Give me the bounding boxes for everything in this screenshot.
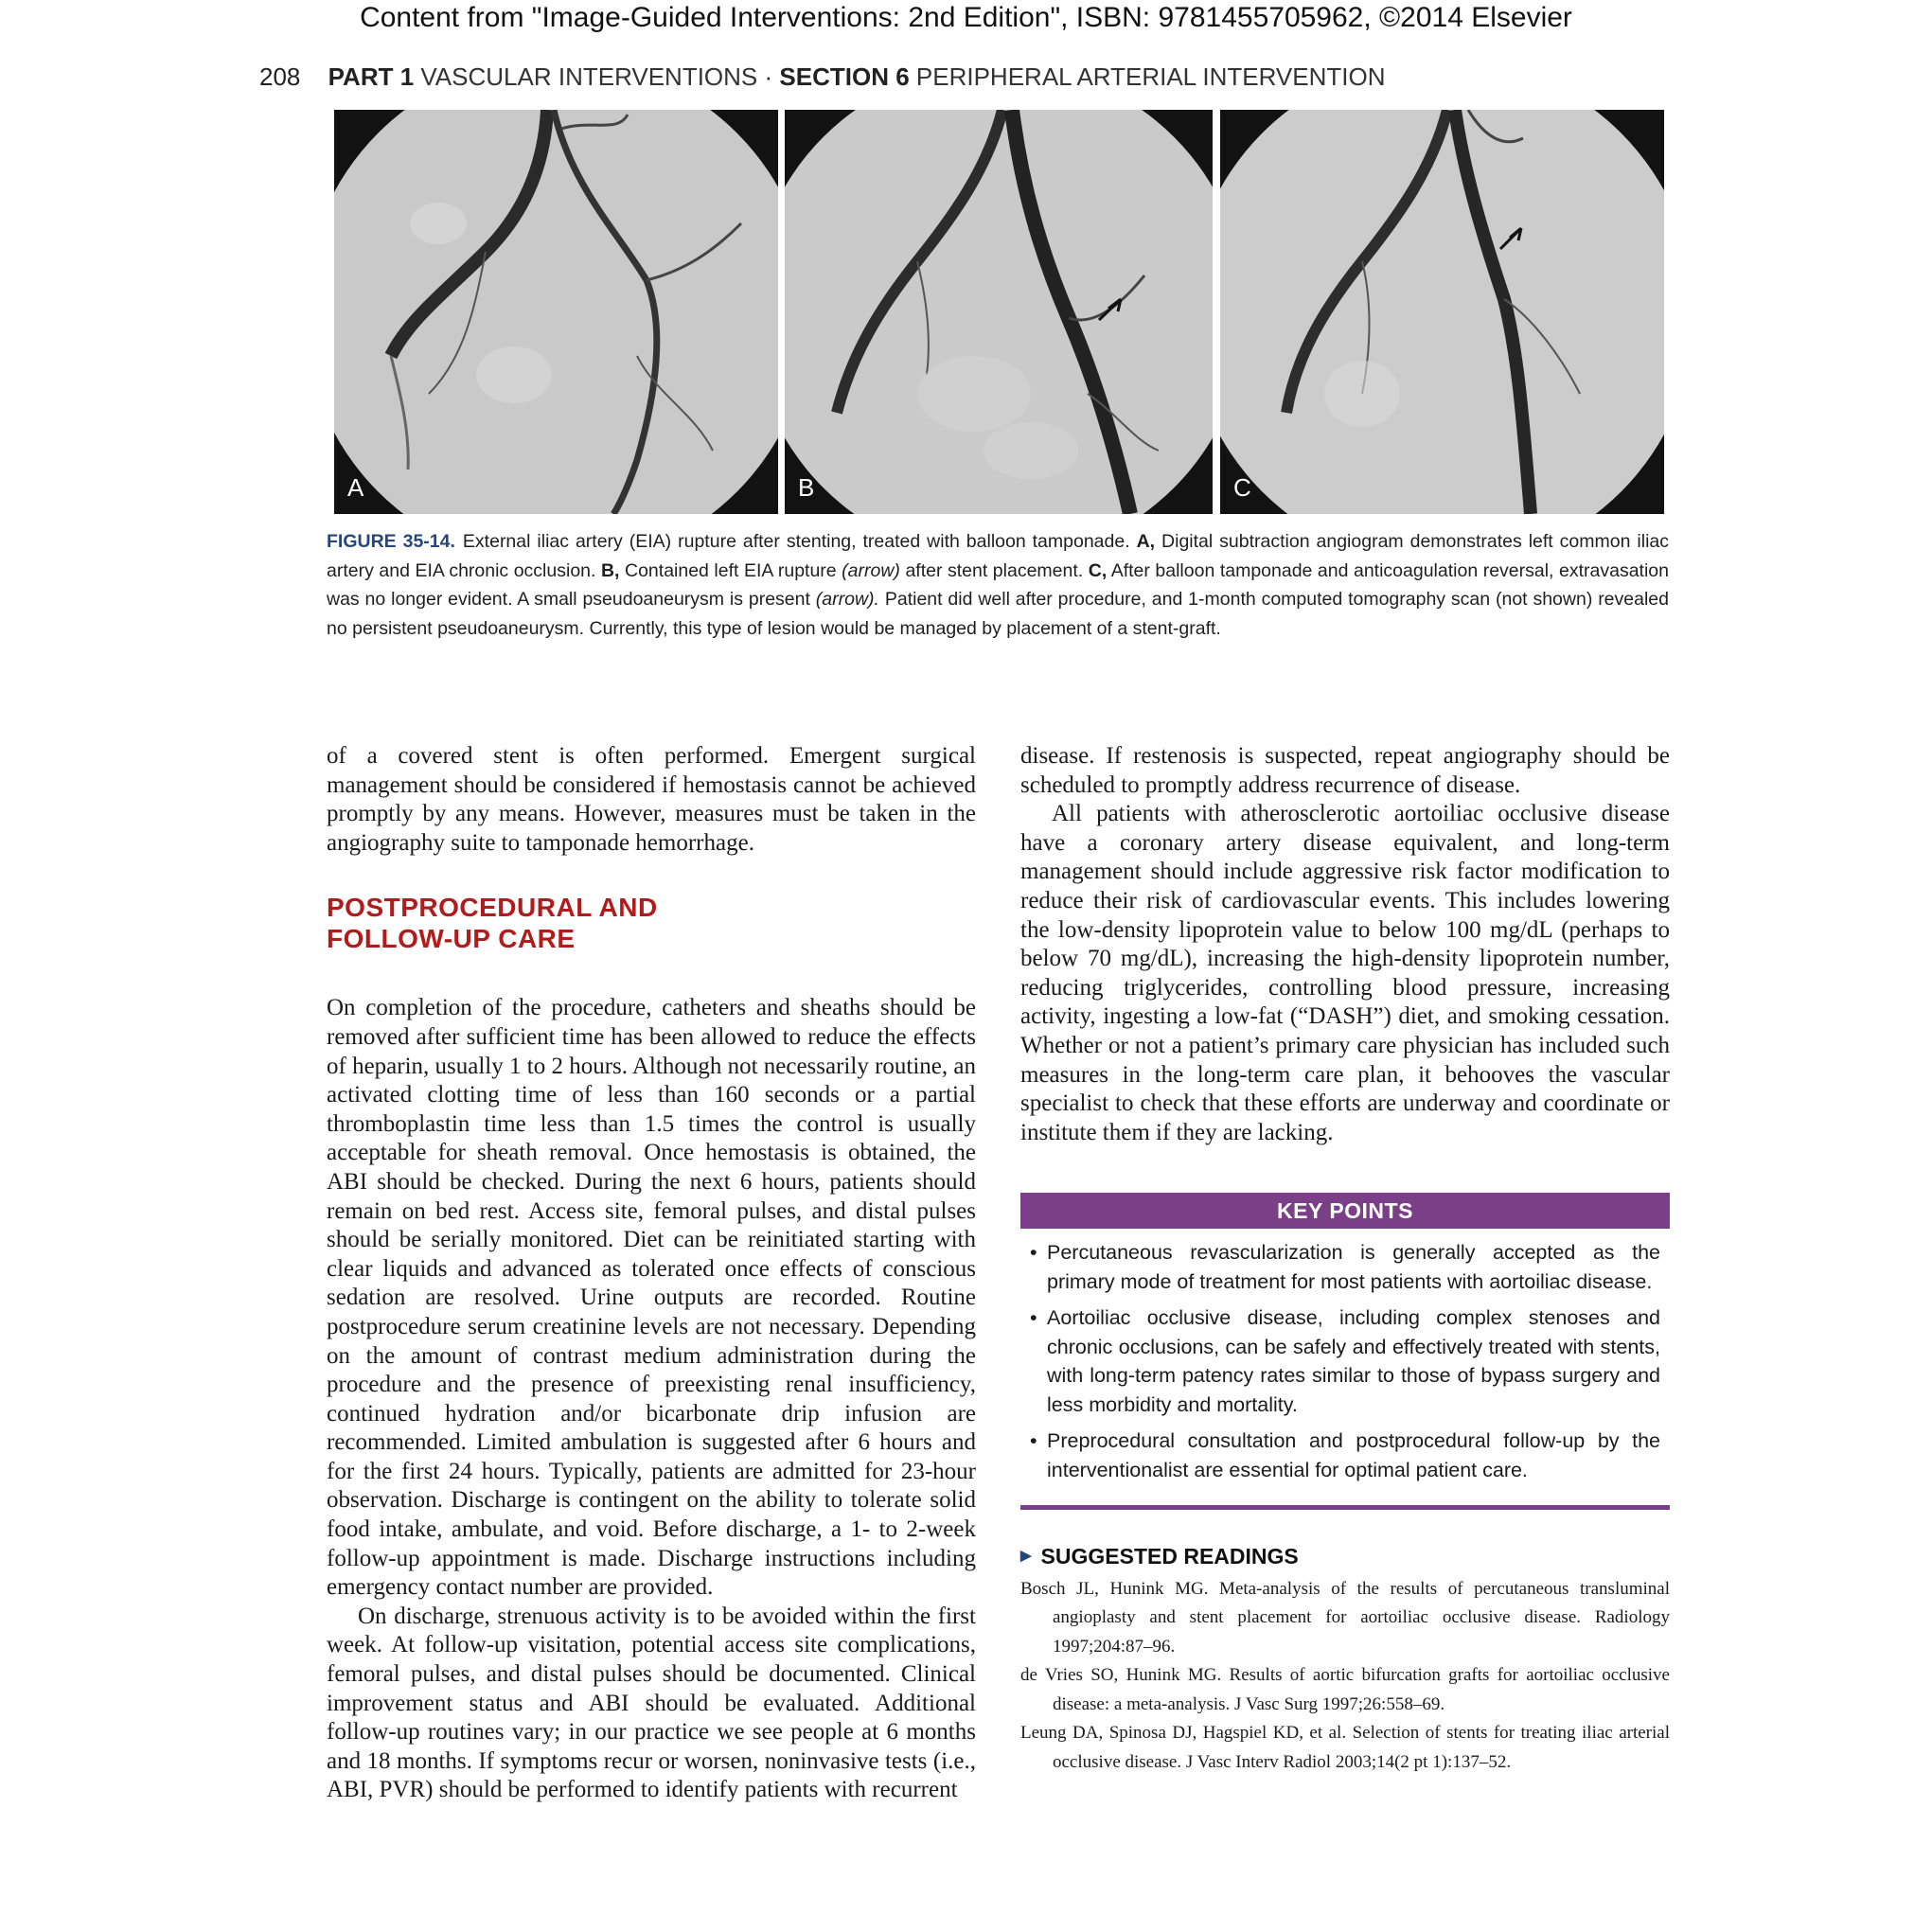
triangle-bullet-icon: ▶ [1020, 1548, 1032, 1565]
key-point-item: • Aortoiliac occlusive disease, including complex stenoses and chronic occlusions, can be safely and effectively treated with stents, with long-term patency rates similar to those of bypass surgery and less morbidity and mortality. [1030, 1303, 1660, 1419]
figure-caption [327, 527, 1669, 643]
right-column [1020, 742, 1670, 1777]
part-title: VASCULAR INTERVENTIONS [420, 62, 758, 91]
angiogram-figure [334, 110, 1664, 514]
running-head [259, 62, 1385, 92]
caption-text: Patient did well after procedure, and 1-month computed tomography scan (not shown) revealed no persistent pseudoaneurysm. Currently, this type of lesion would be managed by placement of a stent-graft. [327, 589, 1669, 639]
key-point-item: • Preprocedural consultation and postprocedural follow-up by the interventionalist are essential for optimal patient care. [1030, 1427, 1660, 1484]
reading-list [1020, 1575, 1670, 1778]
page-number: 208 [259, 62, 301, 91]
paragraph: On discharge, strenuous activity is to be avoided within the first week. At follow-up visitation, potential access site complications, femoral pulses, and distal pulses should be documented. Clinical improvement status and ABI should be evaluated. Additional follow-up routines vary; in our practice we see people at 6 months and 18 months. If symptoms recur or worsen, noninvasive tests (i.e., ABI, PVR) should be performed to identify patients with recurrent [327, 1603, 976, 1803]
section-heading-line: FOLLOW-UP CARE [327, 924, 576, 954]
caption-panel-ref: B, [600, 559, 620, 581]
paragraph: On completion of the procedure, catheters and sheaths should be removed after sufficient time has been allowed to reduce the effects of heparin, usually 1 to 2 hours. Although not necessarily routine, an activated clotting time of less than 160 seconds or a partial thromboplastin time less than 1.5 times the control is usually acceptable for sheath removal. Once hemostasis is obtained, the ABI should be checked. During the next 6 hours, patients should remain on bed rest. Access site, femoral pulses, and distal pulses should be serially monitored. Diet can be reinitiated starting with clear liquids and advanced as tolerated once effects of conscious sedation are resolved. Urine outputs are recorded. Routine postprocedure serum creatinine levels are not necessary. Depending on the amount of contrast medium administration during the procedure and the presence of preexisting renal insufficiency, continued hydration and/or bicarbonate drip infusion are recommended. Limited ambulation is suggested after 6 hours and for the first 24 hours. Typically, patients are admitted for 23-hour observation. Discharge is contingent on the ability to tolerate solid food intake, ambulate, and void. Before discharge, a 1- to 2-week follow-up appointment is made. Discharge instructions including emergency contact number are provided. [327, 995, 976, 1601]
angiogram-panel-a [334, 110, 778, 514]
angiogram-panel-b [785, 110, 1213, 514]
paragraph: All patients with atherosclerotic aortoiliac occlusive disease have a coronary artery disease equivalent, and long-term management should include aggressive risk factor modification to reduce their risk of cardiovascular events. This includes lowering the low-density lipoprotein value to below 100 mg/dL (perhaps to below 70 mg/dL), increasing the high-density lipoprotein number, reducing triglycerides, controlling blood pressure, increasing activity, ingesting a low-fat (“DASH”) diet, and smoking cessation. Whether or not a patient’s primary care physician has included such measures in the long-term care plan, it behooves the vascular specialist to check that these efforts are underway and coordinate or institute them if they are lacking. [1020, 801, 1670, 1145]
suggested-readings-heading [1020, 1542, 1670, 1571]
caption-text: Digital subtraction angiogram demonstrates left common iliac artery and EIA chronic occlusion. [327, 531, 1669, 581]
paragraph: disease. If restenosis is suspected, repeat angiography should be scheduled to promptly address recurrence of disease. [1020, 743, 1670, 798]
section-heading-line: POSTPROCEDURAL AND [327, 893, 658, 923]
key-points-box [1020, 1193, 1670, 1510]
figure-label: FIGURE 35-14. [327, 531, 455, 552]
caption-text: External iliac artery (EIA) rupture after stenting, treated with balloon tamponade. [462, 531, 1137, 552]
key-point-item: • Percutaneous revascularization is generally accepted as the primary mode of treatment for most patients with aortoiliac disease. [1030, 1238, 1660, 1296]
section-heading [327, 892, 976, 954]
panel-label-b: B [798, 473, 815, 502]
copyright-banner: Content from "Image-Guided Interventions: 2nd Edition", ISBN: 9781455705962, ©2014 Elsevier [360, 2, 1572, 33]
caption-arrow-note: (arrow). [815, 589, 879, 610]
panel-label-c: C [1233, 473, 1251, 502]
caption-text: after stent placement. [899, 559, 1089, 581]
key-points-title: KEY POINTS [1020, 1193, 1670, 1229]
part-label: PART 1 [328, 62, 415, 91]
angiogram-image-b [785, 110, 1213, 514]
caption-text: After balloon tamponade and anticoagulation reversal, extravasation was no longer evident. A small pseudoaneurysm is present [327, 559, 1669, 610]
key-points-list [1020, 1229, 1670, 1510]
panel-label-a: A [347, 473, 364, 502]
caption-panel-ref: A, [1136, 531, 1156, 552]
reading-item: de Vries SO, Hunink MG. Results of aortic bifurcation grafts for aortoiliac occlusive disease: a meta-analysis. J Vasc Surg 1997;26:558–69. [1020, 1665, 1670, 1714]
section-label: SECTION 6 [779, 62, 910, 91]
reading-item: Leung DA, Spinosa DJ, Hagspiel KD, et al. Selection of stents for treating iliac arterial occlusive disease. J Vasc Interv Radiol 2003;14(2 pt 1):137–52. [1020, 1723, 1670, 1772]
caption-arrow-note: (arrow) [842, 559, 900, 581]
section-title: PERIPHERAL ARTERIAL INTERVENTION [915, 62, 1386, 91]
suggested-readings-title: SUGGESTED READINGS [1040, 1544, 1299, 1569]
suggested-readings [1020, 1542, 1670, 1777]
angiogram-panel-c [1220, 110, 1664, 514]
left-column [327, 742, 976, 1805]
running-head-separator: · [764, 62, 773, 91]
angiogram-image-a [334, 110, 778, 514]
reading-item: Bosch JL, Hunink MG. Meta-analysis of the results of percutaneous transluminal angioplasty and stent placement for aortoiliac occlusive disease. Radiology 1997;204:87–96. [1020, 1578, 1670, 1657]
caption-text: Contained left EIA rupture [619, 559, 842, 581]
caption-panel-ref: C, [1088, 559, 1108, 581]
paragraph: of a covered stent is often performed. Emergent surgical management should be considered if hemostasis cannot be achieved promptly by any means. However, measures must be taken in the angiography suite to tamponade hemorrhage. [327, 743, 976, 856]
angiogram-image-c [1220, 110, 1664, 514]
